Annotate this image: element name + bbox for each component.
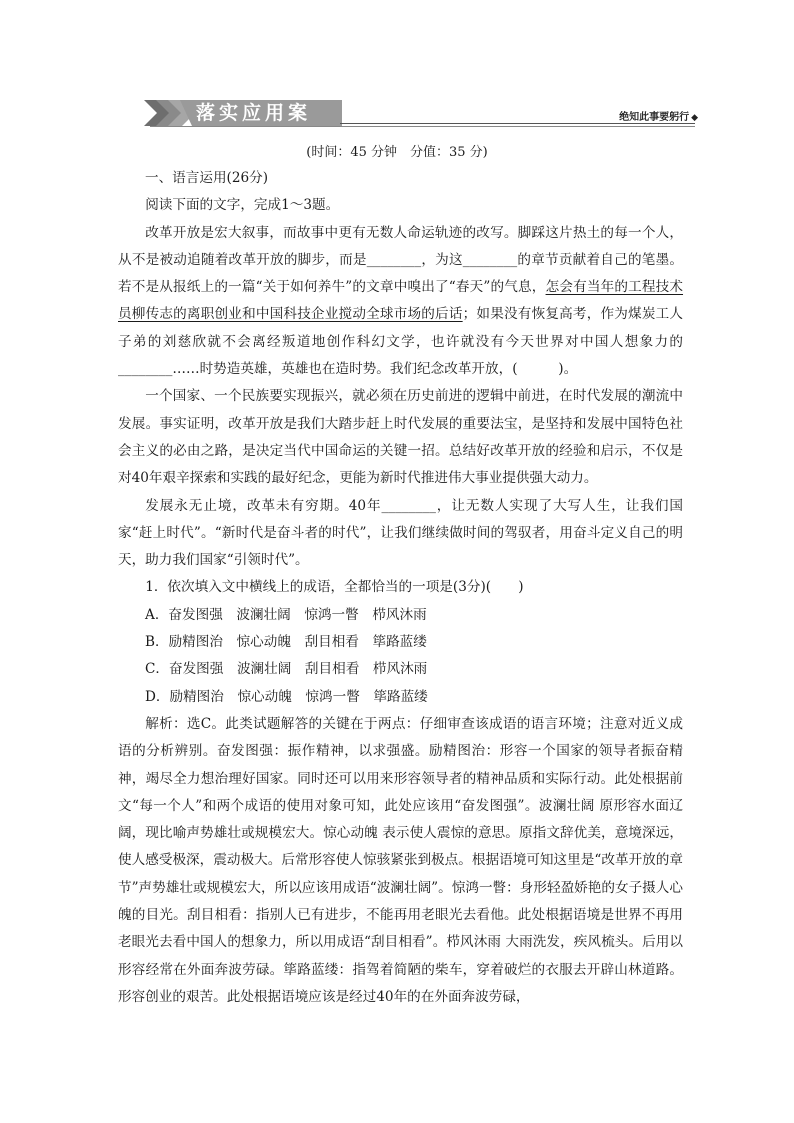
option-b: B．励精图治 惊心动魄 刮目相看 筚路蓝缕 <box>145 634 427 651</box>
section-heading: 一、语言运用(26分) <box>145 170 269 186</box>
underlined-sentence: 怎会有当年的工程技术员柳传志的离职创业和中国科技企业搅动全球市场的后话 <box>118 279 684 323</box>
option-a: A．奋发图强 波澜壮阔 惊鸿一瞥 栉风沐雨 <box>145 606 427 623</box>
time-score-info: (时间：45 分钟 分值：35 分) <box>306 145 488 160</box>
passage-text: ；如果没有恢复高考，作为煤炭工人子弟的刘慈欣就不会离经叛道地创作科幻文学，也许就没有今天世界对中国人想象力的________……时势造英雄，英雄也在造时势。我们纪念改革开放，( )。 <box>118 306 684 378</box>
passage-paragraph-2: 一个国家、一个民族要实现振兴，就必须在历史前进的逻辑中前进，在时代发展的潮流中发展。事实证明，改革开放是我们大踏步赶上时代发展的重要法宝，是坚持和发展中国特色社会主义的必由之路，是决定当代中国命运的关键一招。总结好改革开放的经验和启示，不仅是对40年艰辛探索和实践的最好纪念，更能为新时代推进伟大事业提供强大动力。 <box>118 388 683 487</box>
diamond-icon: ◆ <box>691 113 698 123</box>
option-d: D．励精图治 惊心动魄 惊鸿一瞥 筚路蓝缕 <box>145 688 428 705</box>
question-stem: 1．依次填入文中横线上的成语，全都恰当的一项是(3分)( ) <box>145 579 524 596</box>
option-c: C．奋发图强 波澜壮阔 刮目相看 栉风沐雨 <box>145 661 428 678</box>
banner-title: 落实应用案 <box>196 102 312 124</box>
document-body <box>118 165 683 1011</box>
answer-analysis: 解析：选C。此类试题解答的关键在于两点：仔细审查该成语的语言环境；注意对近义成语的分析辨别。奋发图强：振作精神，以求强盛。励精图治：形容一个国家的领导者振奋精神，竭尽全力想治理好国家。同时还可以用来形容领导者的精神品质和实际行动。此处根据前文“每一个人”和两个成语的使用对象可知，此处应该用“奋发图强”。波澜壮阔 原形容水面辽阔，现比喻声势雄壮或规模宏大。惊心动魄 表示使人震惊的意思。原指文辞优美，意境深远，使人感受极深，震动极大。后常形容使人惊骇紧张到极点。根据语境可知这里是“改革开放的章节”声势雄壮或规模宏大，所以应该用成语“波澜壮阔”。惊鸿一瞥：身形轻盈娇艳的女子摄人心魄的目光。刮目相看：指别人已有进步，不能再用老眼光去看他。此处根据语境是世界不再用老眼光去看中国人的想象力，所以用成语“刮目相看”。栉风沐雨 大雨洗发，疾风梳头。后用以形容经常在外面奔波劳碌。筚路蓝缕：指驾着简陋的柴车，穿着破烂的衣服去开辟山林道路。形容创业的艰苦。此处根据语境应该是经过40年的在外面奔波劳碌， <box>118 715 683 1005</box>
passage-text: 改革开放是宏大叙事，而故事中更有无数人命运轨迹的改写。脚踩这片热土的每一个人，从不是被动追随着改革开放的脚步，而是________，为这________的章节贡献着自己的笔墨。若不是从报纸上的一篇“关于如何养牛”的文章中嗅出了“春天”的气息， <box>118 224 683 296</box>
header-motto <box>619 108 698 123</box>
passage-paragraph-1 <box>118 220 683 384</box>
passage-paragraph-3: 发展永无止境，改革未有穷期。40年________，让无数人实现了大写人生，让我们国家“赶上时代”。“新时代是奋斗者的时代”，让我们继续做时间的驾驭者，用奋斗定义自己的明天，助力我们国家“引领时代”。 <box>118 497 683 569</box>
section-banner <box>144 100 342 126</box>
header-divider-lower <box>150 126 695 127</box>
reading-instruction: 阅读下面的文字，完成1～3题。 <box>145 197 340 214</box>
header-divider <box>340 123 695 124</box>
motto-text: 绝知此事要躬行 <box>619 112 690 123</box>
